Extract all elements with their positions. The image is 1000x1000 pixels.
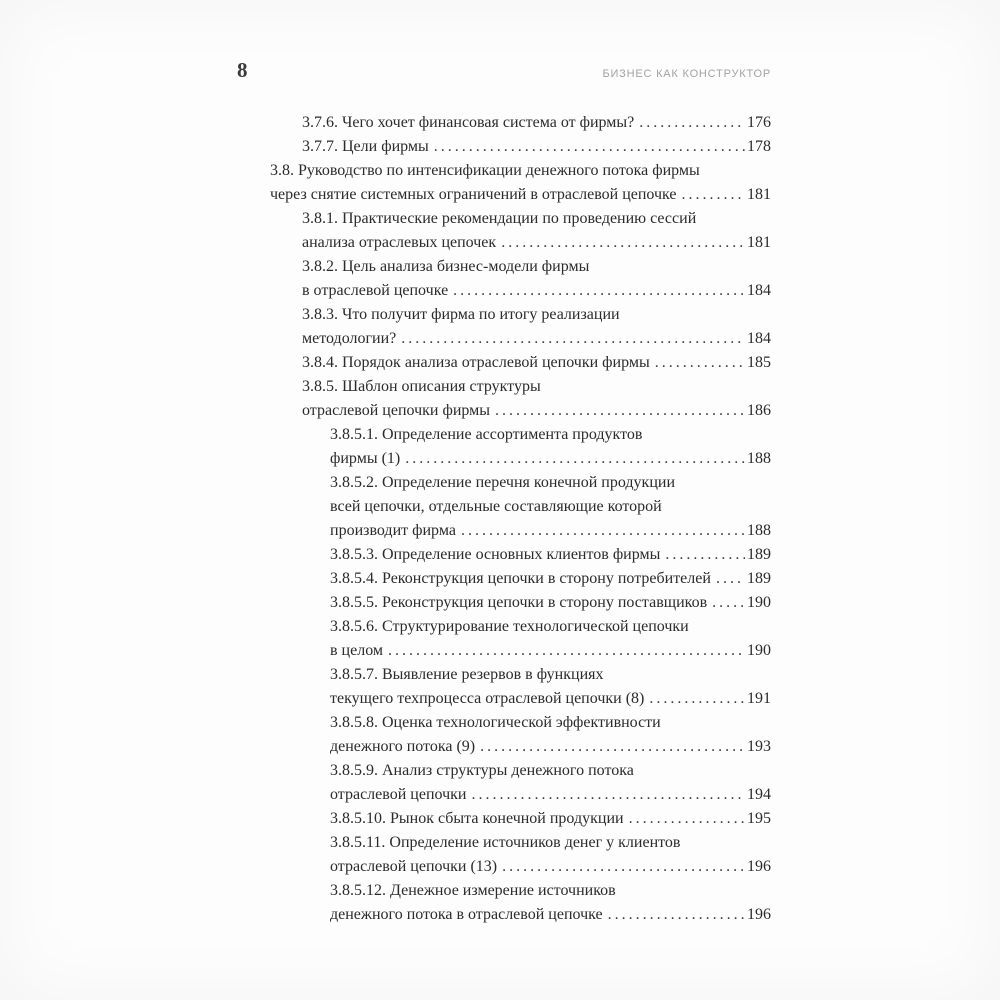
page-number: 8 (237, 58, 248, 82)
dot-leader (712, 591, 745, 615)
toc-entry-text: 3.8.5.10. Рынок сбыта конечной продукции (330, 810, 624, 827)
toc-entry-line (330, 903, 771, 927)
toc-entry-line (302, 135, 771, 159)
toc-page-number: 185 (747, 354, 771, 371)
toc-entry-line (302, 399, 771, 423)
dot-leader (608, 903, 745, 927)
toc-entry-text: через снятие системных ограничений в отраслевой цепочке (270, 186, 677, 203)
toc-entry (237, 567, 771, 591)
toc-entry-line (330, 783, 771, 807)
toc-entry-text: производит фирма (330, 522, 456, 539)
toc-entry-text: всей цепочки, отдельные составляющие которой (330, 498, 662, 515)
toc-entry-line (270, 159, 771, 183)
toc-page-number: 178 (747, 138, 771, 155)
toc-entry (237, 159, 771, 207)
toc-page-number: 194 (747, 786, 771, 803)
toc-entry-text: 3.8.5.8. Оценка технологической эффективности (330, 714, 661, 731)
toc-entry-text: 3.8.5.12. Денежное измерение источников (330, 882, 616, 899)
toc-entry (237, 543, 771, 567)
toc-entry-text: 3.8.5.5. Реконструкция цепочки в сторону поставщиков (330, 594, 708, 611)
dot-leader (434, 135, 745, 159)
toc-entry-text: отраслевой цепочки фирмы (302, 402, 491, 419)
toc-entry-text: текущего техпроцесса отраслевой цепочки (8) (330, 690, 645, 707)
dot-leader (388, 639, 745, 663)
toc-entry-text: 3.8.5.11. Определение источников денег у клиентов (330, 834, 681, 851)
toc-page-number: 196 (747, 906, 771, 923)
dot-leader (629, 807, 745, 831)
toc-entry-line (270, 183, 771, 207)
toc-entry (237, 807, 771, 831)
dot-leader (665, 543, 745, 567)
toc-entry-line (330, 663, 771, 687)
toc-entry-line (330, 519, 771, 543)
dot-leader (655, 351, 745, 375)
toc-entry-text: 3.7.6. Чего хочет финансовая система от фирмы? (302, 114, 635, 131)
toc-entry-line (302, 303, 771, 327)
toc-entry-line (330, 855, 771, 879)
toc-page-number: 188 (747, 450, 771, 467)
page-content (237, 58, 771, 927)
toc-entry (237, 471, 771, 543)
toc-page-number: 176 (747, 114, 771, 131)
toc-page-number: 191 (747, 690, 771, 707)
toc-entry-line (330, 807, 771, 831)
dot-leader (502, 855, 745, 879)
toc-page-number: 186 (747, 402, 771, 419)
toc-page-number: 193 (747, 738, 771, 755)
toc-entry-line (302, 351, 771, 375)
toc-entry (237, 207, 771, 255)
dot-leader (501, 231, 745, 255)
toc-entry (237, 663, 771, 711)
toc-page-number: 196 (747, 858, 771, 875)
toc-page-number: 181 (747, 234, 771, 251)
toc-entry-text: 3.8.5.4. Реконструкция цепочки в сторону потребителей (330, 570, 711, 587)
toc-entry-text: 3.8.2. Цель анализа бизнес-модели фирмы (302, 258, 590, 275)
toc-entry-text: 3.7.7. Цели фирмы (302, 138, 429, 155)
toc-entry (237, 591, 771, 615)
toc-entry-text: в отраслевой цепочке (302, 282, 449, 299)
toc-page-number: 184 (747, 330, 771, 347)
dot-leader (495, 399, 745, 423)
toc-entry-text: 3.8.5.2. Определение перечня конечной продукции (330, 474, 675, 491)
toc-entry-line (330, 447, 771, 471)
toc-page-number: 184 (747, 282, 771, 299)
toc-entry-line (330, 591, 771, 615)
toc-entry (237, 135, 771, 159)
toc-entry-line (302, 375, 771, 399)
toc-entry-line (330, 735, 771, 759)
toc-entry-text: 3.8.4. Порядок анализа отраслевой цепочки фирмы (302, 354, 650, 371)
page-header (237, 58, 771, 83)
toc-entry (237, 111, 771, 135)
toc-entry-line (302, 327, 771, 351)
toc-entry-text: фирмы (1) (330, 450, 401, 467)
toc-entry-line (302, 207, 771, 231)
toc-page-number: 190 (747, 642, 771, 659)
dot-leader (461, 519, 745, 543)
toc-entry-line (330, 495, 771, 519)
toc-entry-text: отраслевой цепочки (13) (330, 858, 498, 875)
toc-entry-line (330, 831, 771, 855)
toc-entry (237, 831, 771, 879)
toc-entry-line (330, 879, 771, 903)
toc-entry-line (330, 615, 771, 639)
toc-entry (237, 711, 771, 759)
dot-leader (639, 111, 745, 135)
toc-entry-text: 3.8. Руководство по интенсификации денежного потока фирмы (270, 162, 700, 179)
toc-entry-line (330, 687, 771, 711)
toc-entry (237, 879, 771, 927)
toc-entry (237, 615, 771, 663)
toc-page-number: 181 (747, 186, 771, 203)
toc-entry-line (302, 231, 771, 255)
dot-leader (453, 279, 745, 303)
toc-entry-text: 3.8.5.3. Определение основных клиентов фирмы (330, 546, 661, 563)
toc-entry-line (330, 759, 771, 783)
toc-entry-line (330, 567, 771, 591)
toc-entry-text: отраслевой цепочки (330, 786, 467, 803)
toc-page-number: 188 (747, 522, 771, 539)
running-header: БИЗНЕС КАК КОНСТРУКТОР (602, 68, 771, 80)
toc-entry-line (302, 279, 771, 303)
toc-entry-text: в целом (330, 642, 384, 659)
toc-entry (237, 303, 771, 351)
toc-entry-text: 3.8.3. Что получит фирма по итогу реализации (302, 306, 620, 323)
toc-entry-line (330, 639, 771, 663)
toc-entry (237, 423, 771, 471)
dot-leader (682, 183, 745, 207)
dot-leader (480, 735, 745, 759)
toc-entry (237, 351, 771, 375)
toc-entry-line (330, 471, 771, 495)
toc-page-number: 189 (747, 546, 771, 563)
toc-entry-line (330, 543, 771, 567)
toc-page-number: 190 (747, 594, 771, 611)
toc-entry-text: 3.8.5.1. Определение ассортимента продуктов (330, 426, 643, 443)
toc-entry-text: 3.8.5.7. Выявление резервов в функциях (330, 666, 604, 683)
toc-entry (237, 255, 771, 303)
toc-entry-line (330, 423, 771, 447)
toc-entry-text: 3.8.5.6. Структурирование технологической цепочки (330, 618, 689, 635)
toc-entry-text: анализа отраслевых цепочек (302, 234, 497, 251)
toc-entry-line (302, 111, 771, 135)
dot-leader (405, 447, 745, 471)
toc-entry-text: 3.8.1. Практические рекомендации по проведению сессий (302, 210, 697, 227)
toc-entry-text: методологии? (302, 330, 397, 347)
toc-entry-text: 3.8.5. Шаблон описания структуры (302, 378, 541, 395)
toc-entry-text: денежного потока (9) (330, 738, 476, 755)
toc-list (237, 111, 771, 927)
toc-page-number: 195 (747, 810, 771, 827)
toc-entry-text: 3.8.5.9. Анализ структуры денежного потока (330, 762, 634, 779)
dot-leader (649, 687, 745, 711)
dot-leader (716, 567, 745, 591)
toc-page-number: 189 (747, 570, 771, 587)
toc-entry-line (330, 711, 771, 735)
dot-leader (401, 327, 745, 351)
toc-entry (237, 375, 771, 423)
toc-entry (237, 759, 771, 807)
toc-entry-text: денежного потока в отраслевой цепочке (330, 906, 603, 923)
dot-leader (471, 783, 745, 807)
toc-entry-line (302, 255, 771, 279)
